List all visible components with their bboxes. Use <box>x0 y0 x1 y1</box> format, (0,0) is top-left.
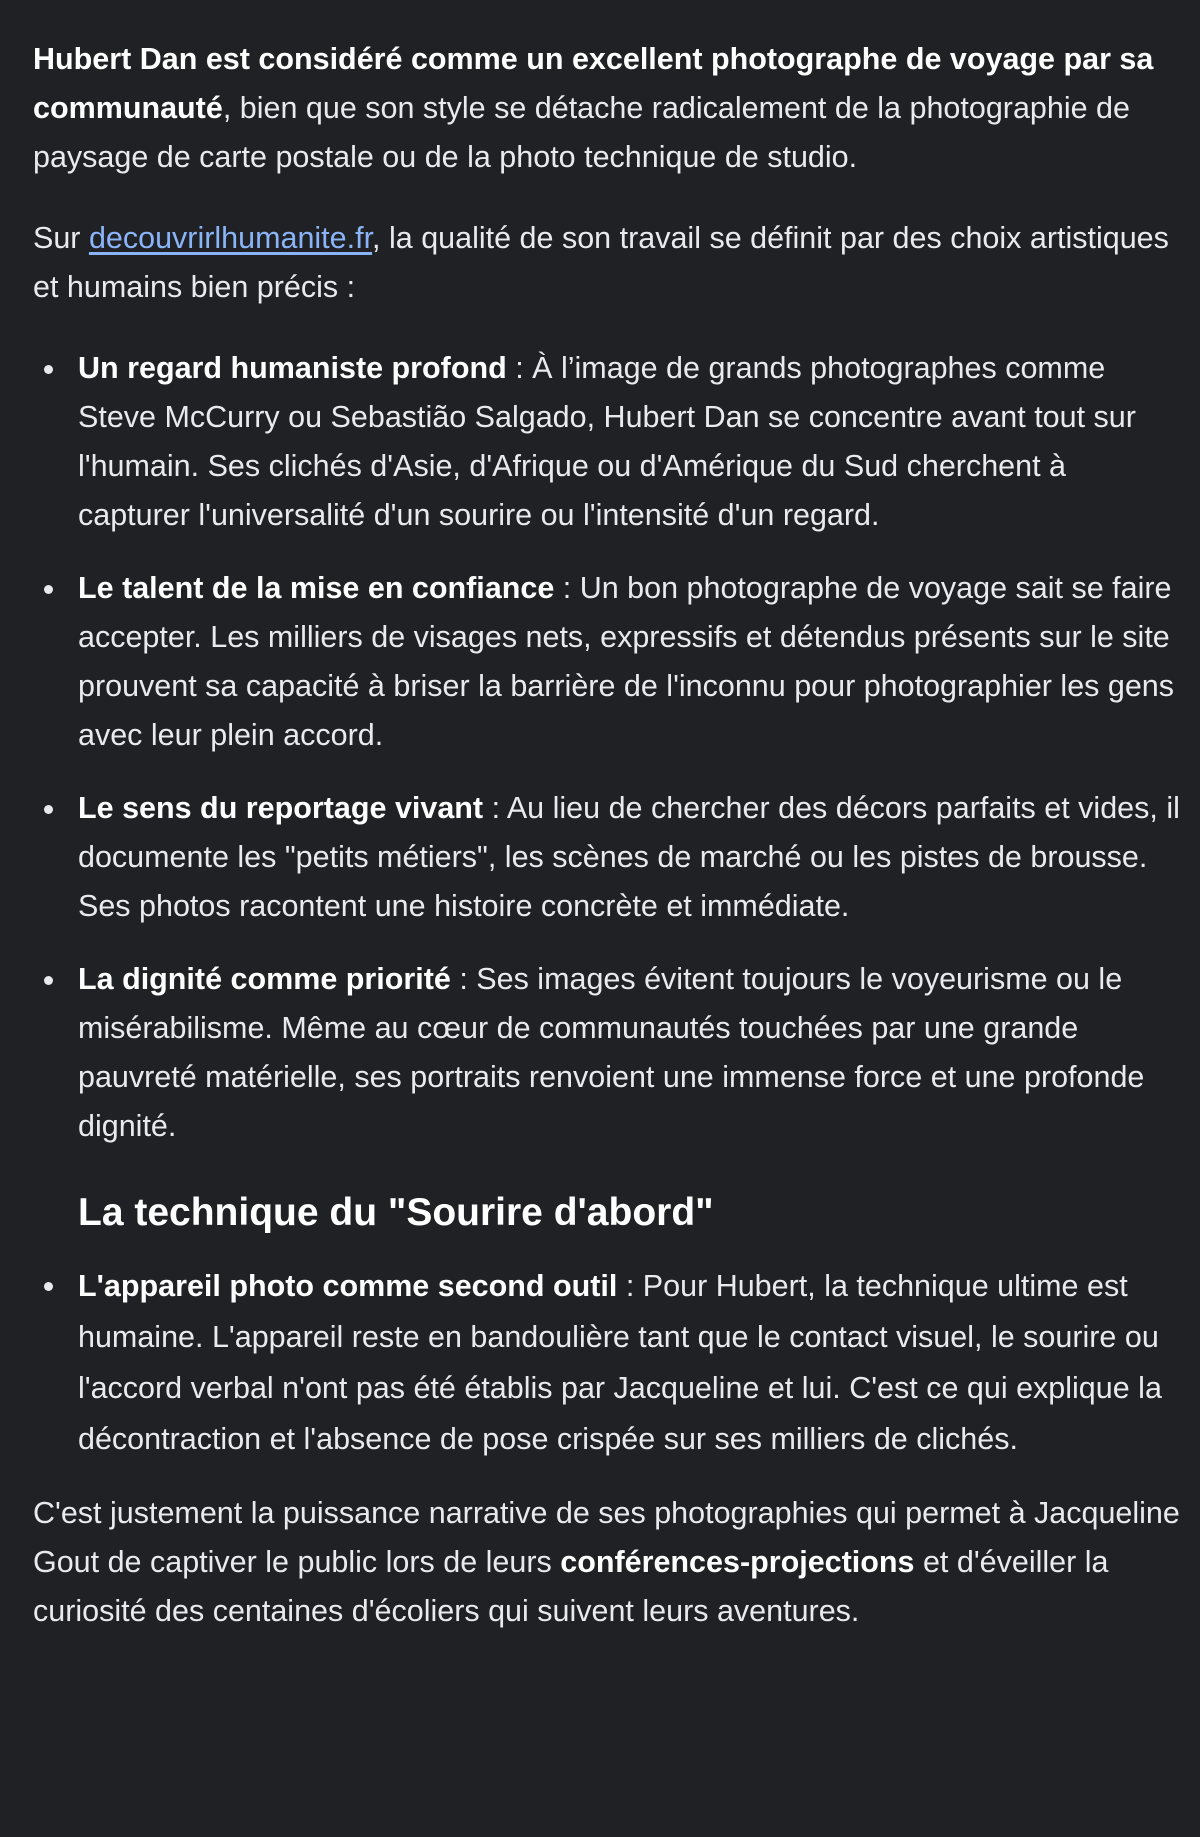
bullet-icon <box>44 365 53 374</box>
intro-paragraph <box>33 35 1180 182</box>
list-item-content <box>78 791 1180 923</box>
technique-list <box>33 1261 1180 1465</box>
qualities-list <box>33 344 1180 1151</box>
list-item-text: : À l’image de grands photographes comme Steve McCurry ou Sebastião Salgado, Hubert Dan se concentre avant tout sur l'humain. Ses clichés d'Asie, d'Afrique ou d'Amérique du Sud cherchent à capturer l'universalité d'un sourire ou l'intensité d'un regard. <box>78 351 1136 532</box>
closing-text-after: et d'éveiller la curiosité des centaines d'écoliers qui suivent leurs aventures. <box>33 1545 1109 1628</box>
list-item <box>33 344 1180 540</box>
list-item-title: La dignité comme priorité <box>78 962 451 996</box>
section-heading: La technique du "Sourire d'abord" <box>78 1191 714 1234</box>
list-item-content <box>78 571 1174 752</box>
list-item-title: Le talent de la mise en confiance <box>78 571 555 605</box>
list-item-text: : Ses images évitent toujours le voyeurisme ou le misérabilisme. Même au cœur de communautés touchées par une grande pauvreté matérielle, ses portraits renvoient une immense force et une profonde dignité. <box>78 962 1145 1143</box>
bullet-icon <box>44 976 53 985</box>
site-paragraph-suffix: , la qualité de son travail se définit par des choix artistiques et humains bien précis : <box>33 221 1169 304</box>
list-item-content <box>78 962 1144 1143</box>
list-item-title: L'appareil photo comme second outil <box>78 1269 618 1303</box>
list-item-title: Un regard humaniste profond <box>78 351 507 385</box>
site-paragraph <box>33 214 1180 312</box>
list-item-title: Le sens du reportage vivant <box>78 791 484 825</box>
list-item <box>33 784 1180 931</box>
list-item-text: : Un bon photographe de voyage sait se faire accepter. Les milliers de visages nets, expressifs et détendus présents sur le site prouvent sa capacité à briser la barrière de l'inconnu pour photographier les gens avec leur plein accord. <box>78 571 1175 752</box>
list-item-text: : Pour Hubert, la technique ultime est humaine. L'appareil reste en bandoulière tant que le contact visuel, le sourire ou l'accord verbal n'ont pas été établis par Jacqueline et lui. C'est ce qui explique la décontraction et l'absence de pose crispée sur ses milliers de clichés. <box>78 1269 1162 1456</box>
list-item-content <box>78 1269 1162 1456</box>
bullet-icon <box>44 1282 53 1291</box>
closing-bold-text: conférences-projections <box>560 1545 915 1579</box>
site-link[interactable]: decouvrirlhumanite.fr <box>88 221 373 255</box>
list-item <box>33 955 1180 1151</box>
list-item-content <box>78 351 1136 532</box>
list-item <box>33 1261 1180 1465</box>
closing-text-before: C'est justement la puissance narrative de ses photographies qui permet à Jacqueline Gout de captiver le public lors de leurs <box>33 1496 1180 1579</box>
closing-paragraph <box>33 1489 1180 1636</box>
bullet-icon <box>44 585 53 594</box>
intro-text: , bien que son style se détache radicalement de la photographie de paysage de carte postale ou de la photo technique de studio. <box>33 91 1130 174</box>
list-item-text: : Au lieu de chercher des décors parfaits et vides, il documente les "petits métiers", les scènes de marché ou les pistes de brousse. Ses photos racontent une histoire concrète et immédiate. <box>78 791 1180 923</box>
list-item <box>33 564 1180 760</box>
intro-bold-text: Hubert Dan est considéré comme un excellent photographe de voyage par sa communauté <box>33 42 1154 125</box>
site-paragraph-prefix: Sur <box>33 221 89 255</box>
bullet-icon <box>44 805 53 814</box>
